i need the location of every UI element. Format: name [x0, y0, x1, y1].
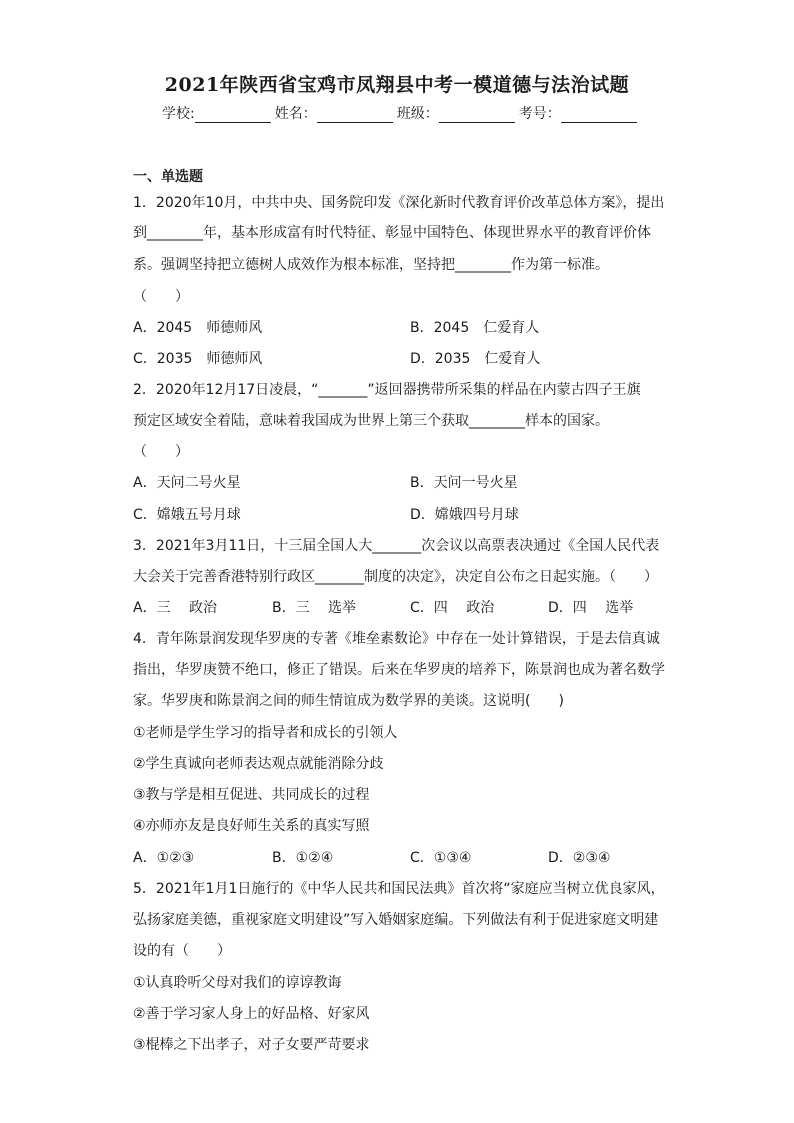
q4-line-3: 家。华罗庚和陈景润之间的师生情谊成为数学界的美谈。这说明( ): [133, 693, 564, 709]
q3-line-1: 3．2021年3月11日，十三届全国人大_______次会议以高票表决通过《全国人民代表: [133, 538, 660, 554]
q2-option-d: D．嫦娥四号月球: [410, 507, 519, 523]
q4-statement-4: ④亦师亦友是良好师生关系的真实写照: [133, 818, 370, 834]
school-label: 学校:: [162, 106, 195, 122]
q5-statement-3: ③棍棒之下出孝子，对子女要严苛要求: [133, 1037, 370, 1053]
class-label: 班级：: [396, 106, 439, 122]
q1-line-2: 到________年，基本形成富有时代特征、彰显中国特色、体现世界水平的教育评价体: [133, 225, 651, 241]
q4-line-1: 4．青年陈景润发现华罗庚的专著《堆垒素数论》中存在一处计算错误，于是去信真诚: [133, 631, 660, 647]
q4-option-b: B．①②④: [272, 850, 334, 866]
q1-line-3: 系。强调坚持把立德树人成效作为根本标准，坚持把________作为第一标准。: [133, 257, 609, 273]
q4-option-a: A．①②③: [133, 850, 195, 866]
q1-answer-paren: （ ）: [133, 289, 189, 305]
exam-number-label: 考号：: [518, 106, 561, 122]
q4-line-2: 指出，华罗庚赞不绝口，修正了错误。后来在华罗庚的培养下，陈景润也成为著名数学: [133, 662, 665, 678]
q2-option-c: C．嫦娥五号月球: [133, 507, 241, 523]
exam-number-blank[interactable]: [561, 108, 637, 123]
student-info-row: [162, 103, 637, 123]
q4-option-c: C．①③④: [410, 850, 472, 866]
q3-option-a: A．三 政治: [133, 600, 218, 616]
q2-option-a: A．天问二号火星: [133, 475, 241, 491]
q3-option-d: D．四 选举: [548, 600, 634, 616]
q2-answer-paren: （ ）: [133, 444, 189, 460]
page-title: 2021年陕西省宝鸡市凤翔县中考一模道德与法治试题: [164, 74, 630, 96]
q5-line-3: 设的有（ ）: [133, 943, 231, 959]
q4-statement-2: ②学生真诚向老师表达观点就能消除分歧: [133, 756, 384, 772]
school-blank[interactable]: [195, 108, 271, 123]
q4-statement-3: ③教与学是相互促进、共同成长的过程: [133, 787, 370, 803]
q5-line-2: 弘扬家庭美德，重视家庭文明建设”写入婚姻家庭编。下列做法有利于促进家庭文明建: [133, 912, 659, 928]
q4-statement-1: ①老师是学生学习的指导者和成长的引领人: [133, 725, 398, 741]
q3-option-b: B．三 选举: [272, 600, 357, 616]
q1-option-c: C．2035 师德师风: [133, 351, 263, 367]
q5-statement-2: ②善于学习家人身上的好品格、好家风: [133, 1006, 370, 1022]
section-heading: 一、单选题: [133, 169, 203, 185]
q1-option-b: B．2045 仁爱育人: [410, 320, 540, 336]
q5-statement-1: ①认真聆听父母对我们的谆谆教诲: [133, 975, 342, 991]
q1-option-d: D．2035 仁爱育人: [410, 351, 541, 367]
class-blank[interactable]: [439, 108, 515, 123]
name-blank[interactable]: [317, 108, 393, 123]
q3-option-c: C．四 政治: [410, 600, 495, 616]
q5-line-1: 5．2021年1月1日施行的《中华人民共和国民法典》首次将“家庭应当树立优良家风，: [133, 881, 665, 897]
q3-line-2: 大会关于完善香港特别行政区_______制度的决定》，决定自公布之日起实施。（ ）: [133, 569, 658, 585]
name-label: 姓名：: [274, 106, 317, 122]
q1-option-a: A．2045 师德师风: [133, 320, 263, 336]
q2-line-2: 预定区域安全着陆，意味着我国成为世界上第三个获取________样本的国家。: [133, 413, 609, 429]
q2-line-1: 2．2020年12月17日凌晨，“_______”返回器携带所采集的样品在内蒙古四子王旗: [133, 382, 641, 398]
q1-line-1: 1．2020年10月，中共中央、国务院印发《深化新时代教育评价改革总体方案》，提出: [133, 195, 665, 211]
q2-option-b: B．天问一号火星: [410, 475, 518, 491]
q4-option-d: D．②③④: [548, 850, 611, 866]
